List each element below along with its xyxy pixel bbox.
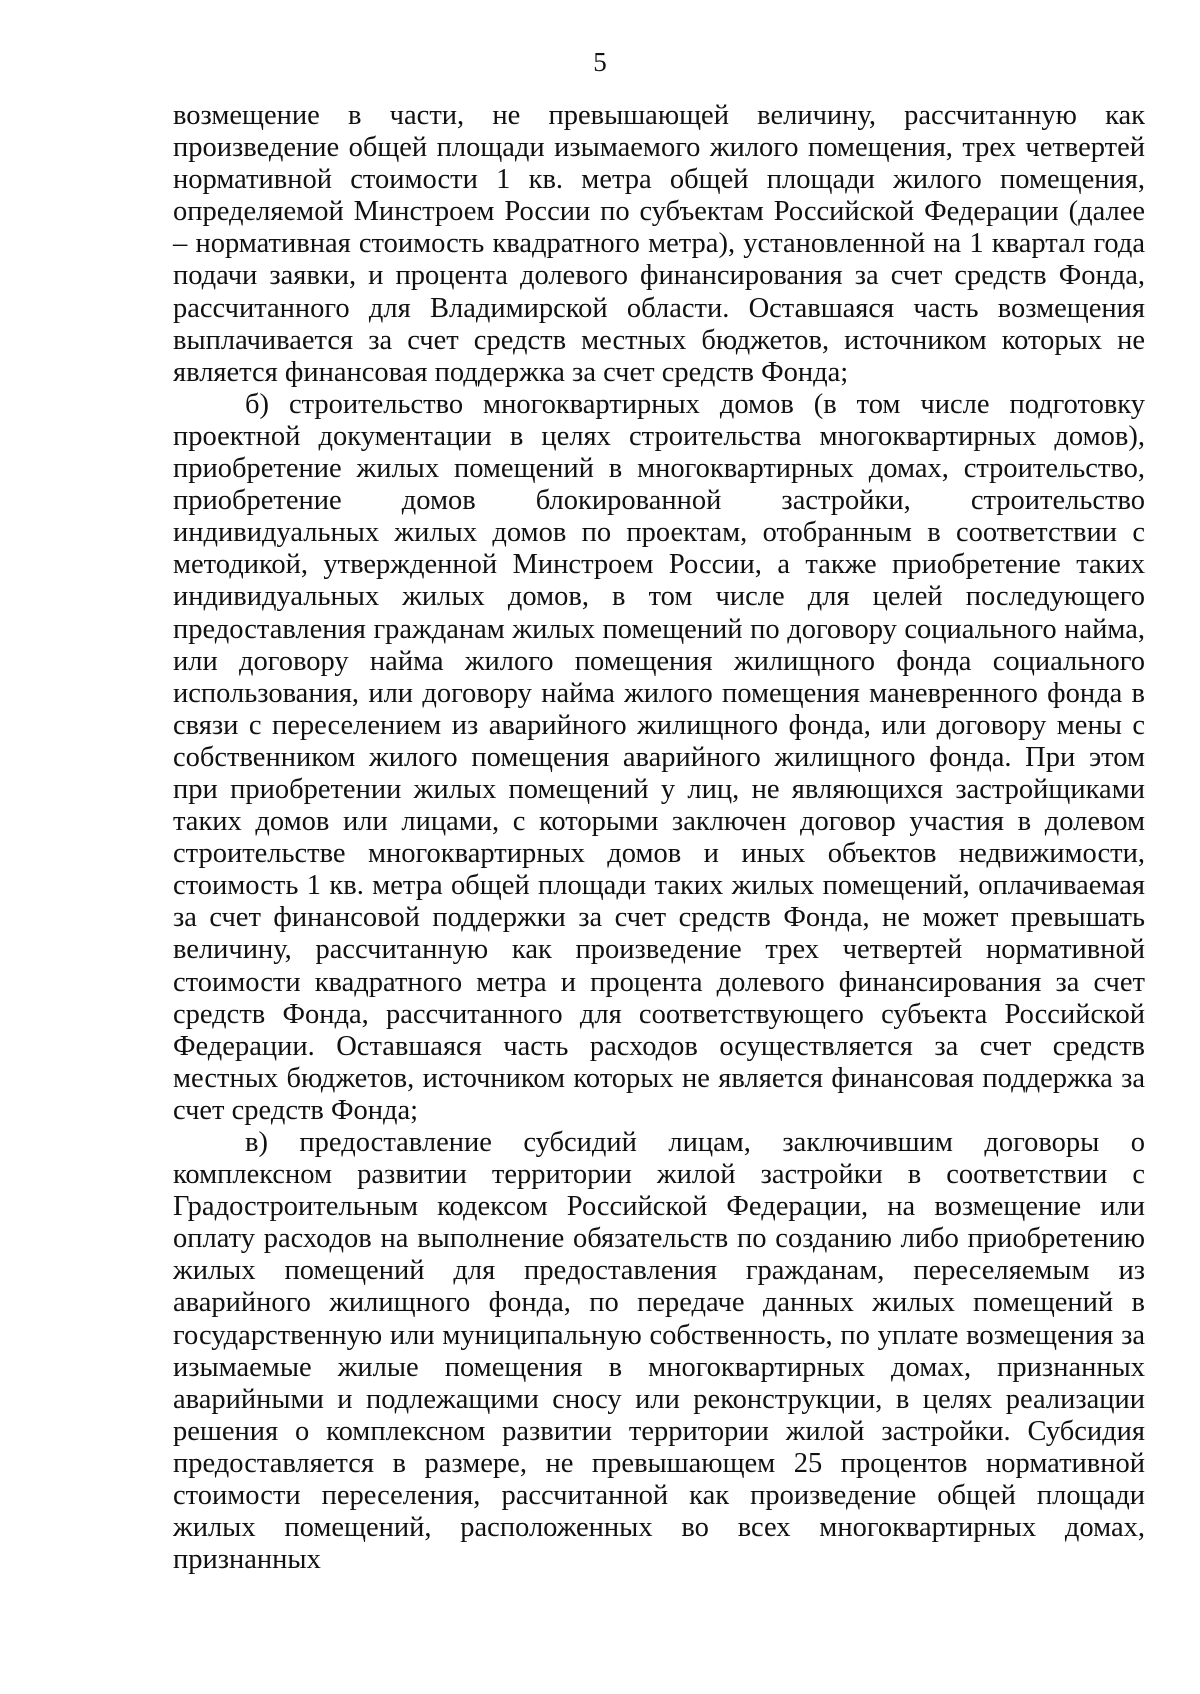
paragraph-continuation: возмещение в части, не превышающей величину, рассчитанную как произведение общей площади изымаемого жилого помещения, трех четвертей нормативной стоимости 1 кв. метра общей площади жилого помещения, определяемой Минстроем России по субъектам Российской Федерации (далее – нормативная стоимость квадратного метра), установленной на 1 квартал года подачи заявки, и процента долевого финансирования за счет средств Фонда, рассчитанного для Владимирской области. Оставшаяся часть возмещения выплачивается за счет средств местных бюджетов, источником которых не является финансовая поддержка за счет средств Фонда; (173, 100, 1145, 388)
document-body (173, 100, 1145, 1576)
paragraph-item-v: в) предоставление субсидий лицам, заключившим договоры о комплексном развитии территории жилой застройки в соответствии с Градостроительным кодексом Российской Федерации, на возмещение или оплату расходов на выполнение обязательств по созданию либо приобретению жилых помещений для предоставления гражданам, переселяемым из аварийного жилищного фонда, по передаче данных жилых помещений в государственную или муниципальную собственность, по уплате возмещения за изымаемые жилые помещения в многоквартирных домах, признанных аварийными и подлежащими сносу или реконструкции, в целях реализации решения о комплексном развитии территории жилой застройки. Субсидия предоставляется в размере, не превышающем 25 процентов нормативной стоимости переселения, рассчитанной как произведение общей площади жилых помещений, расположенных во всех многоквартирных домах, признанных (173, 1127, 1145, 1576)
paragraph-item-b: б) строительство многоквартирных домов (в том числе подготовку проектной документации в целях строительства многоквартирных домов), приобретение жилых помещений в многоквартирных домах, строительство, приобретение домов блокированной застройки, строительство индивидуальных жилых домов по проектам, отобранным в соответствии с методикой, утвержденной Минстроем России, а также приобретение таких индивидуальных жилых домов, в том числе для целей последующего предоставления гражданам жилых помещений по договору социального найма, или договору найма жилого помещения жилищного фонда социального использования, или договору найма жилого помещения маневренного фонда в связи с переселением из аварийного жилищного фонда, или договору мены с собственником жилого помещения аварийного жилищного фонда. При этом при приобретении жилых помещений у лиц, не являющихся застройщиками таких домов или лицами, с которыми заключен договор участия в долевом строительстве многоквартирных домов и иных объектов недвижимости, стоимость 1 кв. метра общей площади таких жилых помещений, оплачиваемая за счет финансовой поддержки за счет средств Фонда, не может превышать величину, рассчитанную как произведение трех четвертей нормативной стоимости квадратного метра и процента долевого финансирования за счет средств Фонда, рассчитанного для соответствующего субъекта Российской Федерации. Оставшаяся часть расходов осуществляется за счет средств местных бюджетов, источником которых не является финансовая поддержка за счет средств Фонда; (173, 388, 1145, 1126)
page-number: 5 (593, 47, 607, 77)
